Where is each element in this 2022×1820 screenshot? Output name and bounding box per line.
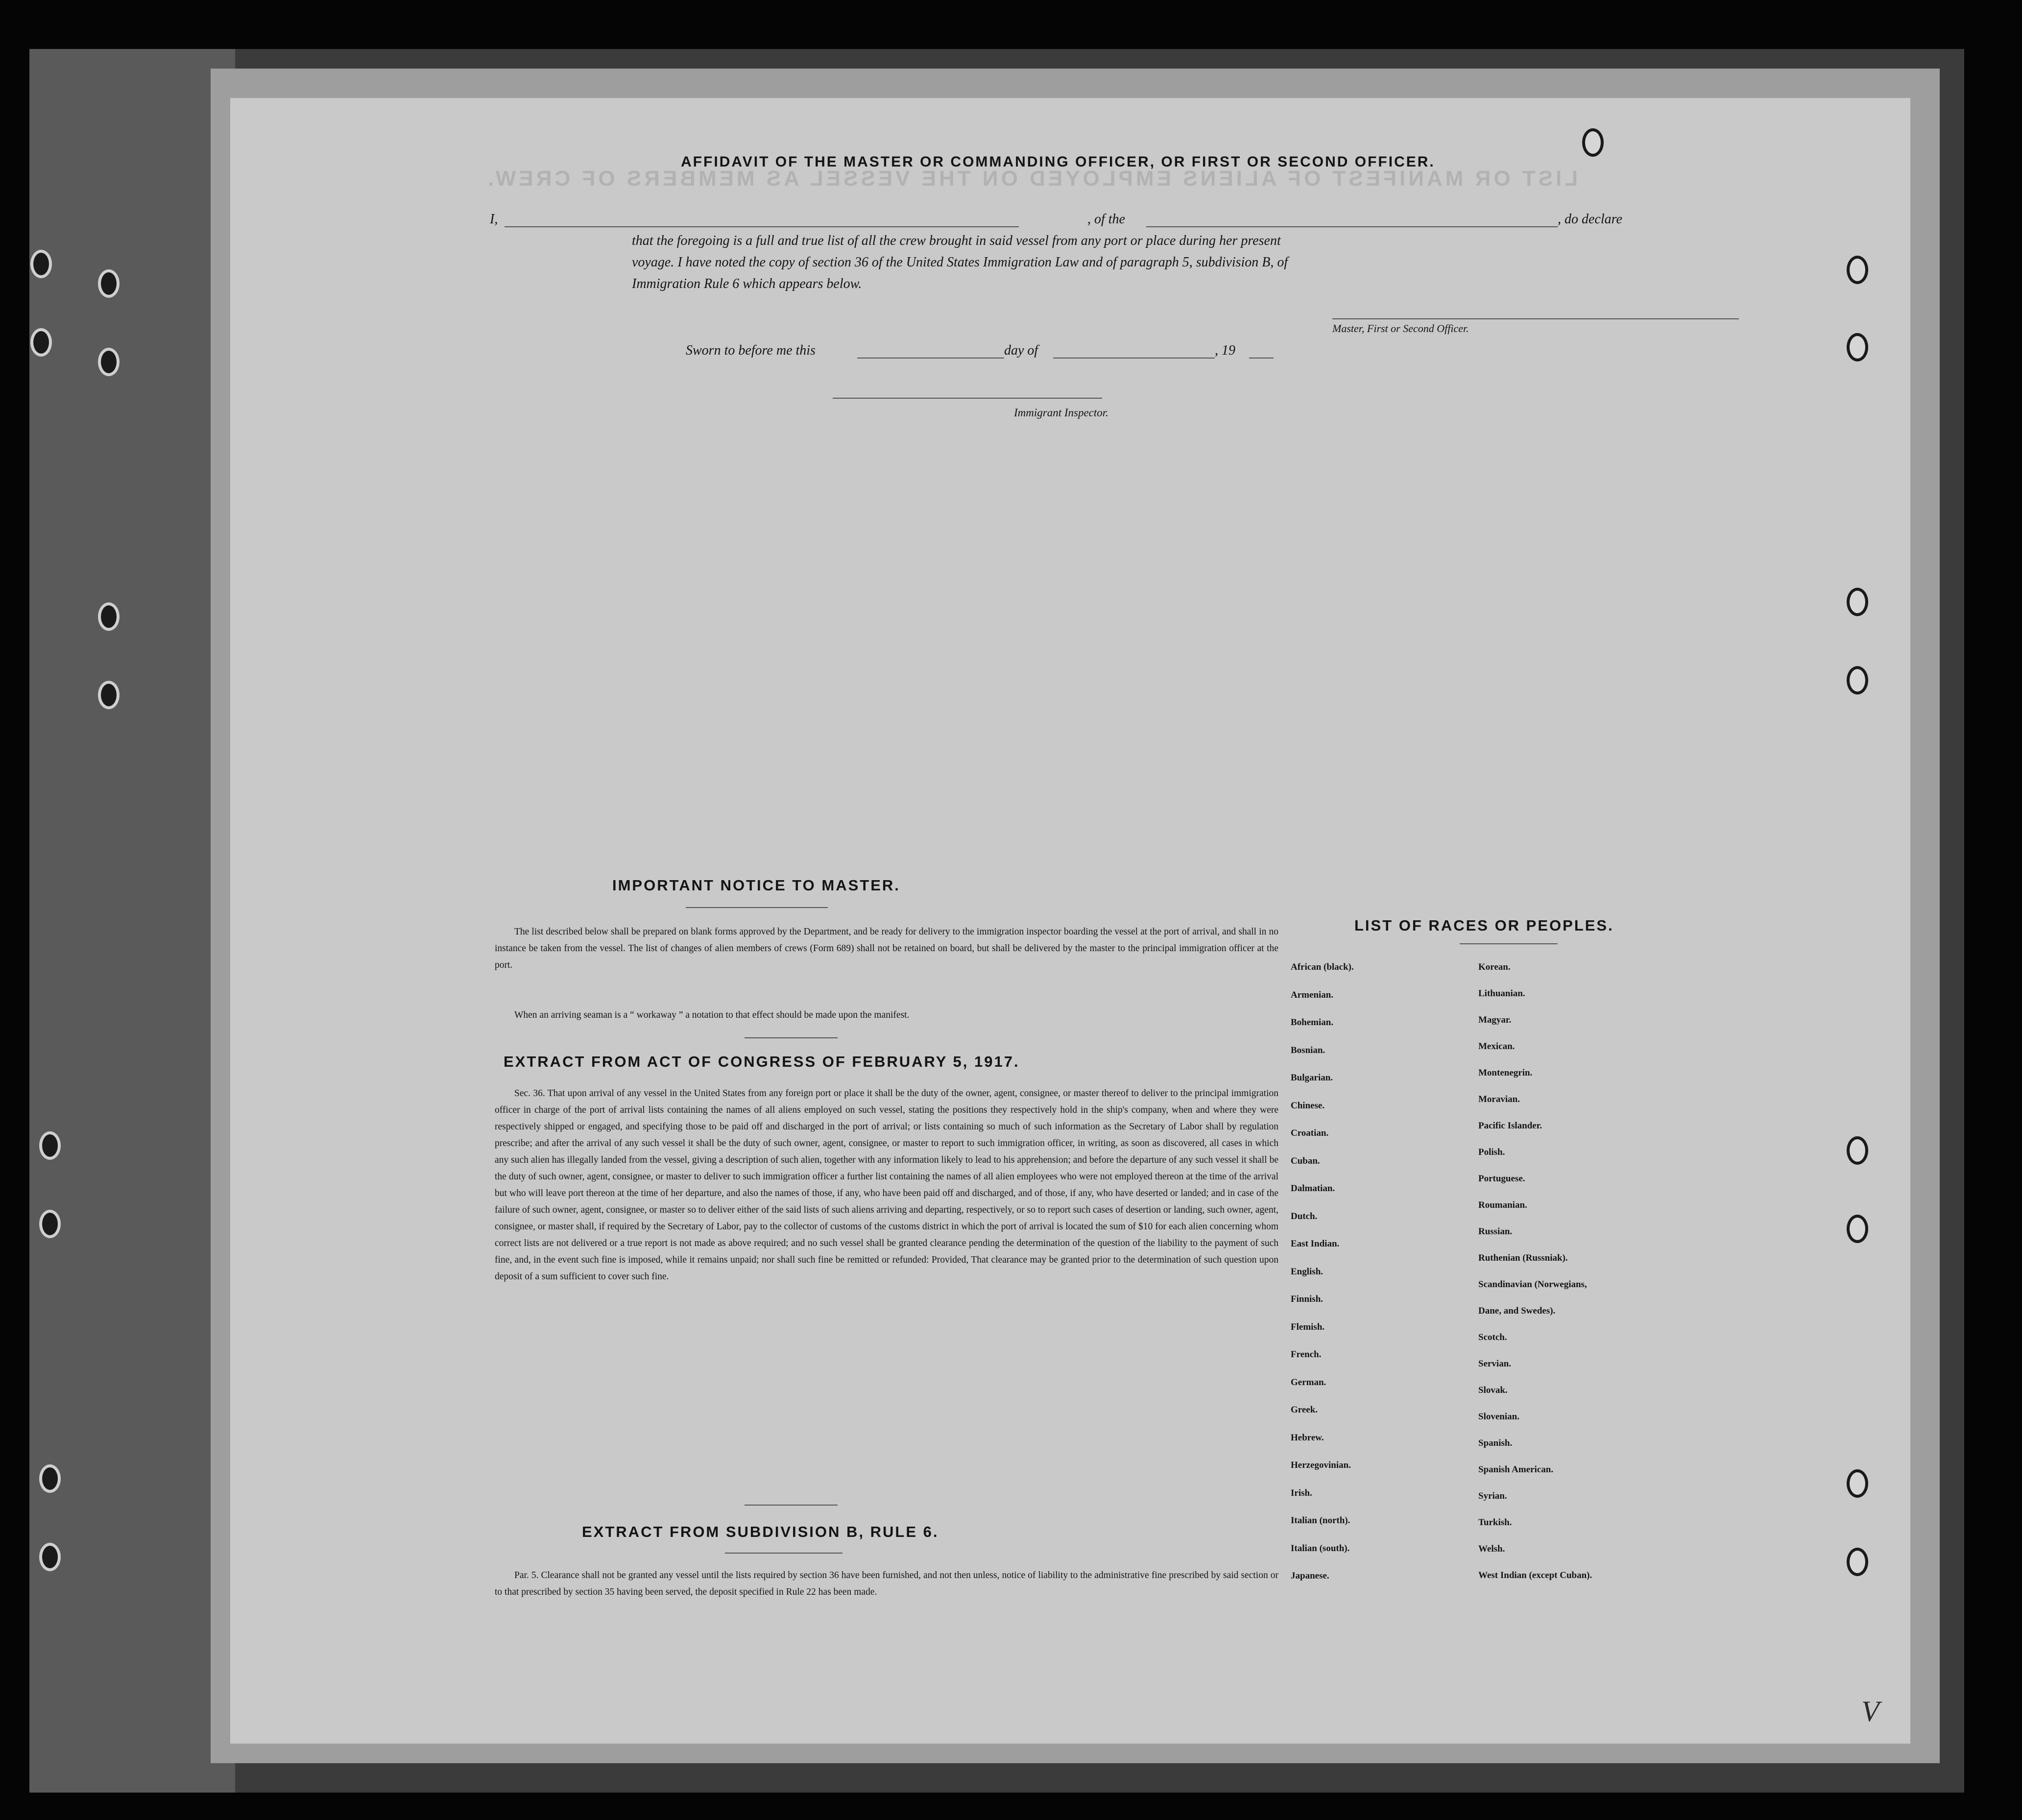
race-item: Dutch.: [1291, 1211, 1318, 1221]
race-item: Chinese.: [1291, 1100, 1325, 1111]
race-item: Moravian.: [1478, 1094, 1520, 1104]
race-item: Greek.: [1291, 1405, 1318, 1415]
notice-rule: [686, 907, 828, 908]
race-item: Turkish.: [1478, 1517, 1512, 1528]
affidavit-body-3: Immigration Rule 6 which appears below.: [632, 276, 862, 291]
race-item: Bulgarian.: [1291, 1073, 1333, 1083]
act-rule-top: [745, 1037, 838, 1038]
rule-title: EXTRACT FROM SUBDIVISION B, RULE 6.: [582, 1523, 939, 1540]
race-item: East Indian.: [1291, 1239, 1340, 1249]
race-item: Welsh.: [1478, 1544, 1505, 1554]
races-rule: [1460, 943, 1558, 944]
binder-hole: [98, 348, 120, 376]
year-blank: [1249, 358, 1274, 359]
page-hole: [1847, 1215, 1868, 1243]
race-item: Armenian.: [1291, 989, 1334, 1000]
race-item: Syrian.: [1478, 1491, 1507, 1501]
page-hole: [1847, 1548, 1868, 1576]
race-item: Italian (north).: [1291, 1515, 1350, 1526]
name-blank: [505, 226, 1019, 227]
race-item: Flemish.: [1291, 1321, 1325, 1332]
binder-hole: [39, 1543, 61, 1571]
binder-hole: [98, 602, 120, 631]
race-item: African (black).: [1291, 962, 1354, 972]
race-item: Magyar.: [1478, 1015, 1512, 1025]
race-item: Slovak.: [1478, 1385, 1508, 1395]
affidavit-i: I,: [490, 212, 498, 227]
race-item: Cuban.: [1291, 1155, 1320, 1166]
affidavit-declare: , do declare: [1558, 212, 1622, 227]
race-item: Korean.: [1478, 962, 1511, 972]
page-hole: [1847, 588, 1868, 616]
inspector-label: Immigrant Inspector.: [1014, 407, 1108, 419]
race-item: Montenegrin.: [1478, 1068, 1533, 1078]
year-prefix: , 19: [1215, 343, 1235, 358]
binder-hole: [30, 328, 52, 357]
race-item: Servian.: [1478, 1359, 1512, 1369]
corner-mark: V: [1861, 1695, 1879, 1727]
affidavit-body-2: voyage. I have noted the copy of section 36 of the United States Immigration Law and of paragraph 5, subdivision B, of: [632, 255, 1288, 270]
race-item: Polish.: [1478, 1147, 1505, 1157]
race-item: Irish.: [1291, 1487, 1312, 1498]
binder-hole: [39, 1210, 61, 1238]
race-item: Scotch.: [1478, 1332, 1507, 1342]
binder-hole: [39, 1131, 61, 1160]
page-hole: [1582, 128, 1604, 157]
race-item: Herzegovinian.: [1291, 1460, 1351, 1470]
page-hole: [1847, 666, 1868, 694]
race-item: Finnish.: [1291, 1294, 1324, 1304]
sworn-text: Sworn to before me this: [686, 343, 816, 358]
vessel-blank: [1146, 226, 1558, 227]
race-item: Scandinavian (Norwegians,: [1478, 1279, 1587, 1290]
race-item: Dalmatian.: [1291, 1183, 1335, 1194]
inspector-line: [833, 398, 1102, 399]
binder-hole: [39, 1464, 61, 1493]
race-item: Pacific Islander.: [1478, 1121, 1542, 1131]
races-title: LIST OF RACES OR PEOPLES.: [1354, 917, 1614, 934]
race-item: English.: [1291, 1266, 1324, 1277]
sworn-day-blank: [857, 358, 1004, 359]
race-item: Russian.: [1478, 1226, 1513, 1237]
act-title: EXTRACT FROM ACT OF CONGRESS OF FEBRUARY 5, 1917.: [504, 1053, 1020, 1070]
race-item: French.: [1291, 1349, 1322, 1360]
binder-hole: [30, 250, 52, 278]
rule-text: Par. 5. Clearance shall not be granted any vessel until the lists required by section 36 have been furnished, and not then unless, notice of liability to the administrative fine prescribed by said section or to that prescribed by section 35 having been served, the deposit specified in Rule 22 has been made.: [495, 1570, 1278, 1597]
rule-rule-top: [745, 1505, 838, 1506]
sworn-month-blank: [1053, 358, 1215, 359]
bleed-through-header: LIST OR MANIFEST OF ALIENS EMPLOYED ON THE VESSEL AS MEMBERS OF CREW.: [485, 167, 1578, 191]
race-item: Croatian.: [1291, 1128, 1329, 1138]
race-item: Slovenian.: [1478, 1412, 1519, 1422]
race-item: Roumanian.: [1478, 1200, 1527, 1210]
signature-line: [1332, 318, 1739, 319]
page-hole: [1847, 333, 1868, 361]
race-item: Mexican.: [1478, 1041, 1515, 1052]
notice-title: IMPORTANT NOTICE TO MASTER.: [612, 877, 900, 894]
race-item: Portuguese.: [1478, 1173, 1525, 1184]
races-right-column: [1478, 962, 1684, 1697]
race-item: Bohemian.: [1291, 1017, 1334, 1028]
race-item: Italian (south).: [1291, 1543, 1350, 1554]
page-hole: [1847, 1469, 1868, 1498]
binder-strip: [29, 49, 235, 1793]
affidavit-page: [230, 98, 1910, 1744]
race-item: Ruthenian (Russniak).: [1478, 1253, 1568, 1263]
signature-label: Master, First or Second Officer.: [1332, 322, 1469, 335]
page-hole: [1847, 256, 1868, 284]
race-item: Lithuanian.: [1478, 988, 1525, 999]
race-item: Dane, and Swedes).: [1478, 1306, 1556, 1316]
race-item: West Indian (except Cuban).: [1478, 1570, 1592, 1581]
affidavit-title: AFFIDAVIT OF THE MASTER OR COMMANDING OFFICER, OR FIRST OR SECOND OFFICER.: [681, 154, 1435, 170]
race-item: German.: [1291, 1377, 1326, 1388]
race-item: Spanish American.: [1478, 1464, 1554, 1475]
page-hole: [1847, 1136, 1868, 1165]
binder-hole: [98, 269, 120, 298]
race-item: Spanish.: [1478, 1438, 1513, 1448]
notice-para-2: When an arriving seaman is a “ workaway ” a notation to that effect should be made upon the manifest.: [514, 1010, 910, 1020]
notice-para-1: The list described below shall be prepared on blank forms approved by the Department, and be ready for delivery to the immigration inspector boarding the vessel at the port of arrival, and shall in no instance be taken from the vessel. The list of changes of alien members of crews (Form 689) shall not be retained on board, but shall be delivered by the master to the principal immigration officer at the port.: [495, 927, 1278, 970]
binder-hole: [98, 681, 120, 709]
affidavit-of-the: , of the: [1087, 212, 1125, 227]
act-text: Sec. 36. That upon arrival of any vessel in the United States from any foreign port or place it shall be the duty of the owner, agent, consignee, or master thereof to deliver to the principal immigration officer in charge of the port of arrival lists containing the names of all aliens employed on such vessel, stating the positions they respectively hold in the ship's company, when and where they were respectively shipped or engaged, and specifying those to be paid off and discharged in the port of arrival; or lists containing so much of such information as the Secretary of Labor shall by regulation prescribe; and after the arrival of any such vessel it shall be the duty of such owner, agent, consignee, or master to report to such immigration officer, in writing, as soon as discovered, all cases in which any such alien has illegally landed from the vessel, giving a description of such alien, together with any information likely to lead to his apprehension; and before the departure of any such vessel it shall be the duty of such owner, agent, consignee, or master to deliver to such immigration officer a further list containing the names of all alien employees who were not employed thereon at the time of the arrival but who will leave port thereon at the time of her departure, and also the names of those, if any, who have been paid off and discharged, and of those, if any, who have deserted or landed; and in case of the failure of such owner, agent, consignee, or master so to deliver either of the said lists of such aliens arriving and departing, respectively, or so to report such cases of desertion or landing, such owner, agent, consignee, or master shall, if required by the Secretary of Labor, pay to the collector of customs of the customs district in which the port of arrival is located the sum of $10 for each alien concerning whom correct lists are not delivered or a true report is not made as above required; and no such vessel shall be granted clearance pending the determination of the question of the liability to the payment of such fine, and, in the event such fine is imposed, while it remains unpaid; nor shall such fine be remitted or refunded: Provided, That clearance may be granted prior to the determination of such question upon deposit of a sum sufficient to cover such fine.: [495, 1088, 1278, 1282]
affidavit-body-1: that the foregoing is a full and true list of all the crew brought in said vessel from any port or place during her present: [632, 233, 1281, 248]
rule-rule-bottom: [725, 1553, 842, 1554]
races-left-column: [1291, 962, 1477, 1697]
day-of: day of: [1004, 343, 1038, 358]
race-item: Hebrew.: [1291, 1432, 1324, 1443]
race-item: Bosnian.: [1291, 1045, 1325, 1055]
race-item: Japanese.: [1291, 1571, 1329, 1581]
